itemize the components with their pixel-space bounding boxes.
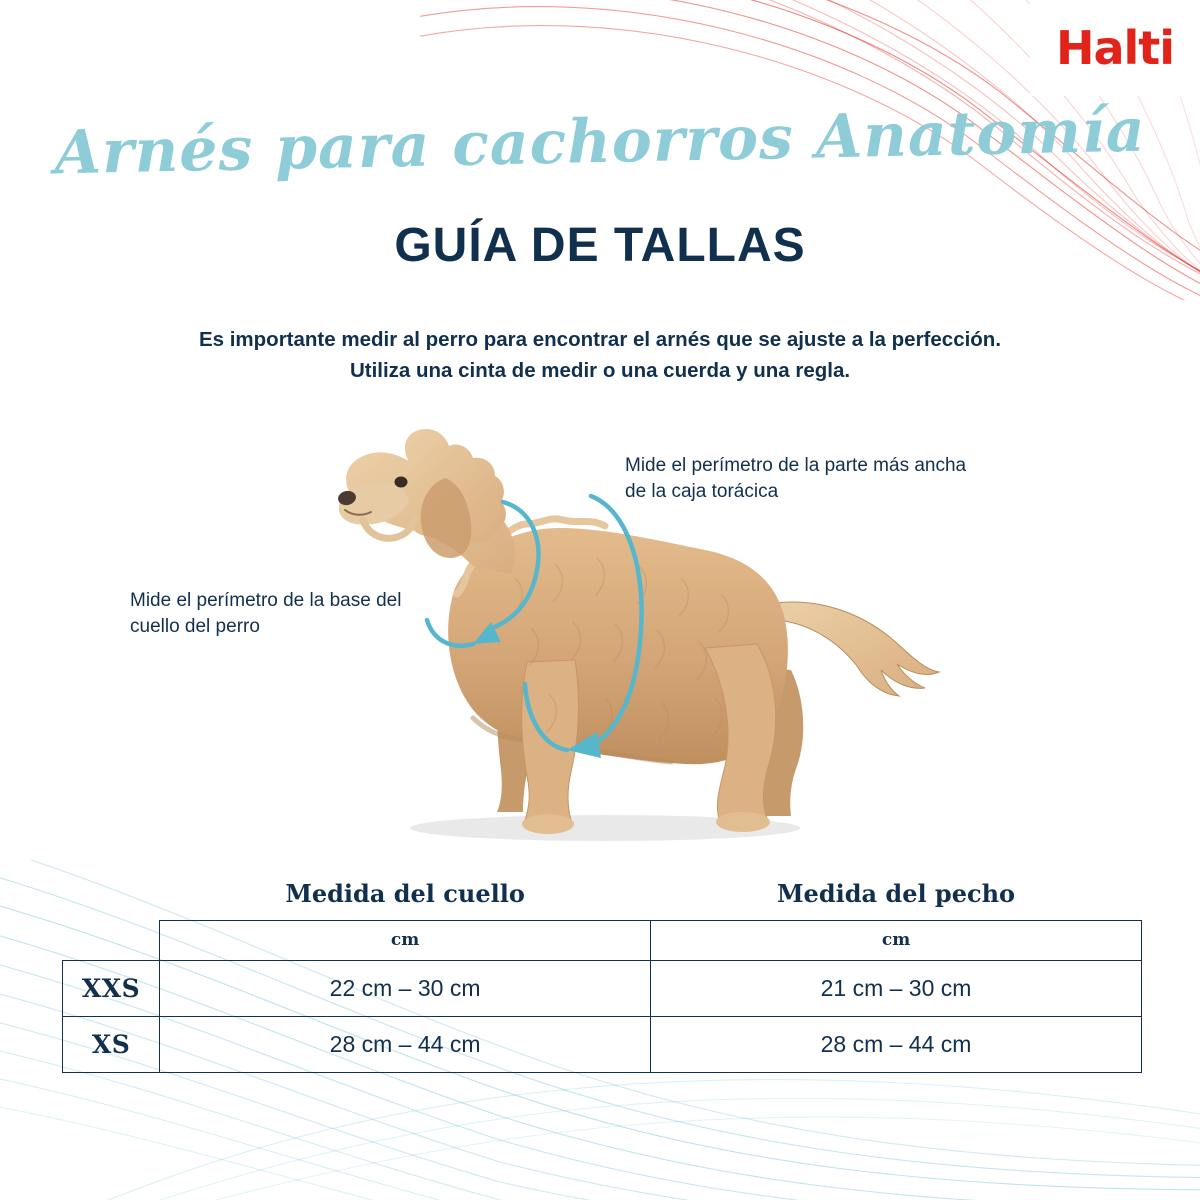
dog-illustration xyxy=(305,398,945,858)
intro-line-2: Utiliza una cinta de medir o una cuerda y una regla. xyxy=(349,358,851,382)
page-title: GUÍA DE TALLAS xyxy=(394,219,806,272)
callout-chest-measure: Mide el perímetro de la parte más ancha de la caja torácica xyxy=(625,455,967,502)
size-chart-table xyxy=(62,868,1142,1073)
group-header-chest: Medida del pecho xyxy=(776,879,1016,909)
unit-header-chest: cm xyxy=(651,920,1142,960)
brand-logo xyxy=(1030,0,1200,96)
intro-line-1: Es importante medir al perro para encontrar el arnés que se ajuste a la perfección. xyxy=(198,328,1002,351)
size-chart xyxy=(62,868,1142,1073)
table-row xyxy=(63,1016,1142,1072)
table-group-header-row xyxy=(63,868,1142,920)
row-size-xs: XS xyxy=(63,1016,160,1072)
row-neck-xxs: 22 cm – 30 cm xyxy=(160,960,651,1016)
row-size-xxs: XXS xyxy=(63,960,160,1016)
row-chest-xs: 28 cm – 44 cm xyxy=(651,1016,1142,1072)
script-title: Arnés para cachorros Anatomía xyxy=(53,95,1147,189)
intro-text xyxy=(100,325,1100,387)
unit-header-empty xyxy=(63,920,160,960)
table-unit-header-row xyxy=(63,920,1142,960)
row-chest-xxs: 21 cm – 30 cm xyxy=(651,960,1142,1016)
group-header-neck: Medida del cuello xyxy=(285,879,525,909)
unit-header-neck: cm xyxy=(160,920,651,960)
table-row xyxy=(63,960,1142,1016)
brand-logo-text: Halti xyxy=(1055,21,1175,75)
group-header-empty xyxy=(63,868,160,920)
measurement-illustration xyxy=(120,398,1080,858)
row-neck-xs: 28 cm – 44 cm xyxy=(160,1016,651,1072)
callout-neck-measure: Mide el perímetro de la base del cuello del perro xyxy=(130,590,402,637)
